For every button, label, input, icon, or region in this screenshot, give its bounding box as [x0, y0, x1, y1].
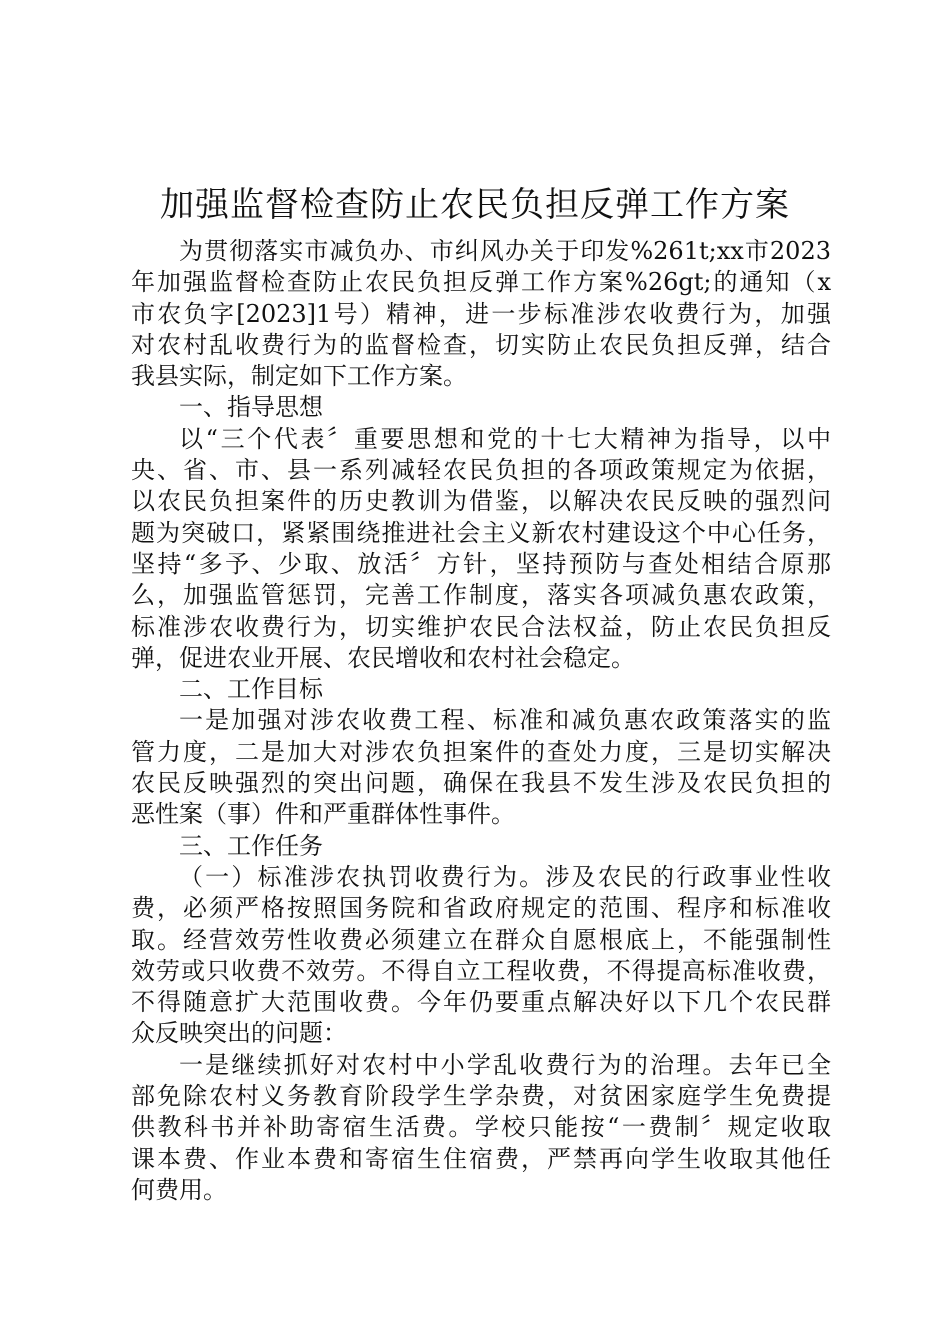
text-line: 费，必须严格按照国务院和省政府规定的范围、程序和标准收 [131, 894, 831, 923]
text-line: 为贯彻落实市减负办、市纠风办关于印发%261t;xx市2023 [179, 237, 831, 265]
text-line: 央、省、市、县一系列减轻农民负担的各项政策规定为依据， [131, 456, 831, 485]
text-line: 何费用。 [131, 1175, 227, 1204]
text-line: 坚持“多予、少取、放活〞方针，坚持预防与查处相结合原那 [131, 549, 831, 578]
text-line: 二、工作目标 [179, 675, 323, 704]
text-line: 以农民负担案件的历史教训为借鉴，以解决农民反映的强烈问 [131, 487, 831, 516]
text-line: 农民反映强烈的突出问题，确保在我县不发生涉及农民负担的 [131, 769, 831, 798]
text-line: 以“三个代表〞重要思想和党的十七大精神为指导，以中 [179, 424, 831, 453]
text-line: 取。经营效劳性收费必须建立在群众自愿根底上，不能强制性 [131, 925, 831, 954]
text-line: 课本费、作业本费和寄宿生住宿费，严禁再向学生收取其他任 [131, 1144, 831, 1173]
text-line: 一是加强对涉农收费工程、标准和减负惠农政策落实的监 [179, 706, 831, 735]
document-title: 加强监督检查防止农民负担反弹工作方案 [160, 185, 790, 225]
text-line: 三、工作任务 [179, 831, 323, 860]
text-line: 一是继续抓好对农村中小学乱收费行为的治理。去年已全 [179, 1050, 831, 1079]
text-line: 题为突破口，紧紧围绕推进社会主义新农村建设这个中心任务， [131, 518, 831, 547]
text-line: 供教科书并补助寄宿生活费。学校只能按“一费制〞规定收取 [131, 1113, 831, 1142]
text-line: 年加强监督检查防止农民负担反弹工作方案%26gt;的通知（x [131, 268, 831, 297]
text-line: 我县实际，制定如下工作方案。 [131, 362, 467, 391]
text-line: 市农负字[2023]1号）精神，进一步标准涉农收费行为，加强 [131, 299, 831, 328]
text-line: （一）标准涉农执罚收费行为。涉及农民的行政事业性收 [179, 862, 831, 891]
text-line: 效劳或只收费不效劳。不得自立工程收费，不得提高标准收费， [131, 956, 831, 985]
text-line: 对农村乱收费行为的监督检查，切实防止农民负担反弹，结合 [131, 330, 831, 359]
text-line: 么，加强监管惩罚，完善工作制度，落实各项减负惠农政策， [131, 581, 831, 610]
text-line: 部免除农村义务教育阶段学生学杂费，对贫困家庭学生免费提 [131, 1082, 831, 1111]
text-line: 恶性案（事）件和严重群体性事件。 [131, 800, 515, 829]
text-line: 标准涉农收费行为，切实维护农民合法权益，防止农民负担反 [131, 612, 831, 641]
text-line: 管力度，二是加大对涉农负担案件的查处力度，三是切实解决 [131, 737, 831, 766]
text-line: 一、指导思想 [179, 393, 323, 422]
document-body [131, 236, 831, 1206]
text-line: 众反映突出的问题： [131, 1019, 347, 1048]
text-line: 弹，促进农业开展、农民增收和农村社会稳定。 [131, 643, 635, 672]
text-line: 不得随意扩大范围收费。今年仍要重点解决好以下几个农民群 [131, 988, 831, 1017]
